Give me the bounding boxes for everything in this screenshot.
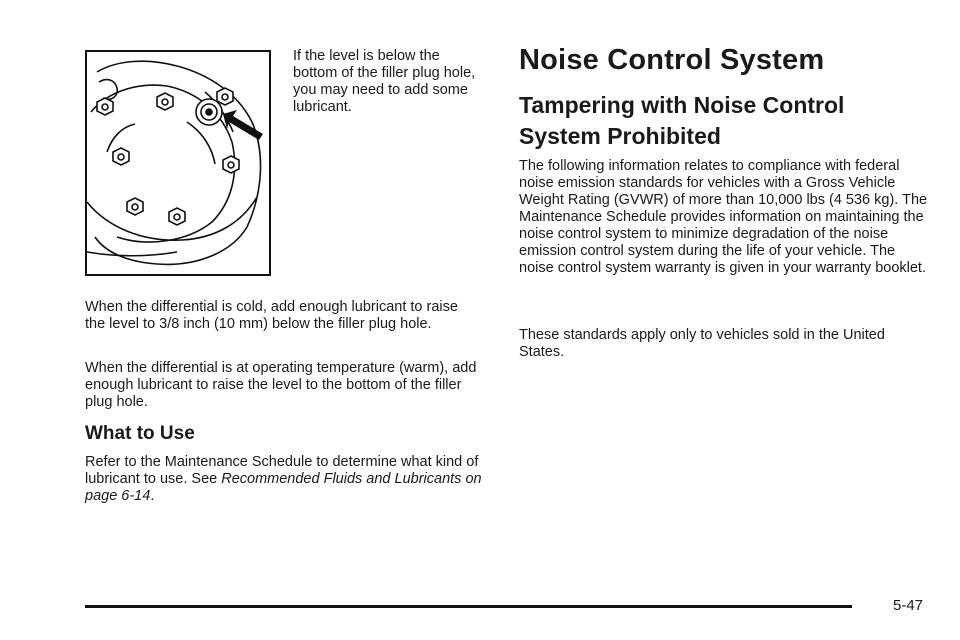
footer-rule <box>85 605 852 608</box>
page-number: 5-47 <box>893 597 924 614</box>
section-subtitle: Tampering with Noise Control System Prohibited <box>519 92 845 149</box>
cold-instructions: When the differential is cold, add enough lubricant to raise the level to 3/8 inch (10 mm) below the filler plug hole. <box>85 299 458 332</box>
differential-cover-icon <box>87 52 269 274</box>
bolt-icon <box>157 93 173 110</box>
differential-figure <box>85 50 271 276</box>
bolt-icon <box>223 156 239 173</box>
bolt-icon <box>217 88 233 105</box>
what-to-use-body: Refer to the Maintenance Schedule to determine what kind of lubricant to use. See <box>85 454 479 487</box>
bolt-icon <box>169 208 185 225</box>
what-to-use-text <box>85 454 485 505</box>
page-title: Noise Control System <box>519 44 825 76</box>
recommended-fluids-link[interactable]: Recommended Fluids and Lubricants on page 6-14 <box>85 471 482 504</box>
what-to-use-heading: What to Use <box>85 423 195 444</box>
bolt-icon <box>127 198 143 215</box>
intro-text: If the level is below the bottom of the filler plug hole, you may need to add some lubricant. <box>293 48 476 115</box>
compliance-text: The following information relates to compliance with federal noise emission standards for vehicles with a Gross Vehicle Weight Rating (GVWR) of more than 10,000 lbs (4 536 kg). The Maintenance Schedule provides information on maintaining the noise control system to minimize degradation of the noise emission control system during the life of your vehicle. The noise control system warranty is given in your warranty booklet. <box>519 158 928 276</box>
standards-text: These standards apply only to vehicles sold in the United States. <box>519 327 885 360</box>
warm-instructions: When the differential is at operating temperature (warm), add enough lubricant to raise the level to the bottom of the filler plug hole. <box>85 360 477 410</box>
bolt-icon <box>113 148 129 165</box>
what-to-use-end: . <box>150 488 155 504</box>
bolt-icon <box>97 98 113 115</box>
filler-plug-icon <box>196 99 222 125</box>
